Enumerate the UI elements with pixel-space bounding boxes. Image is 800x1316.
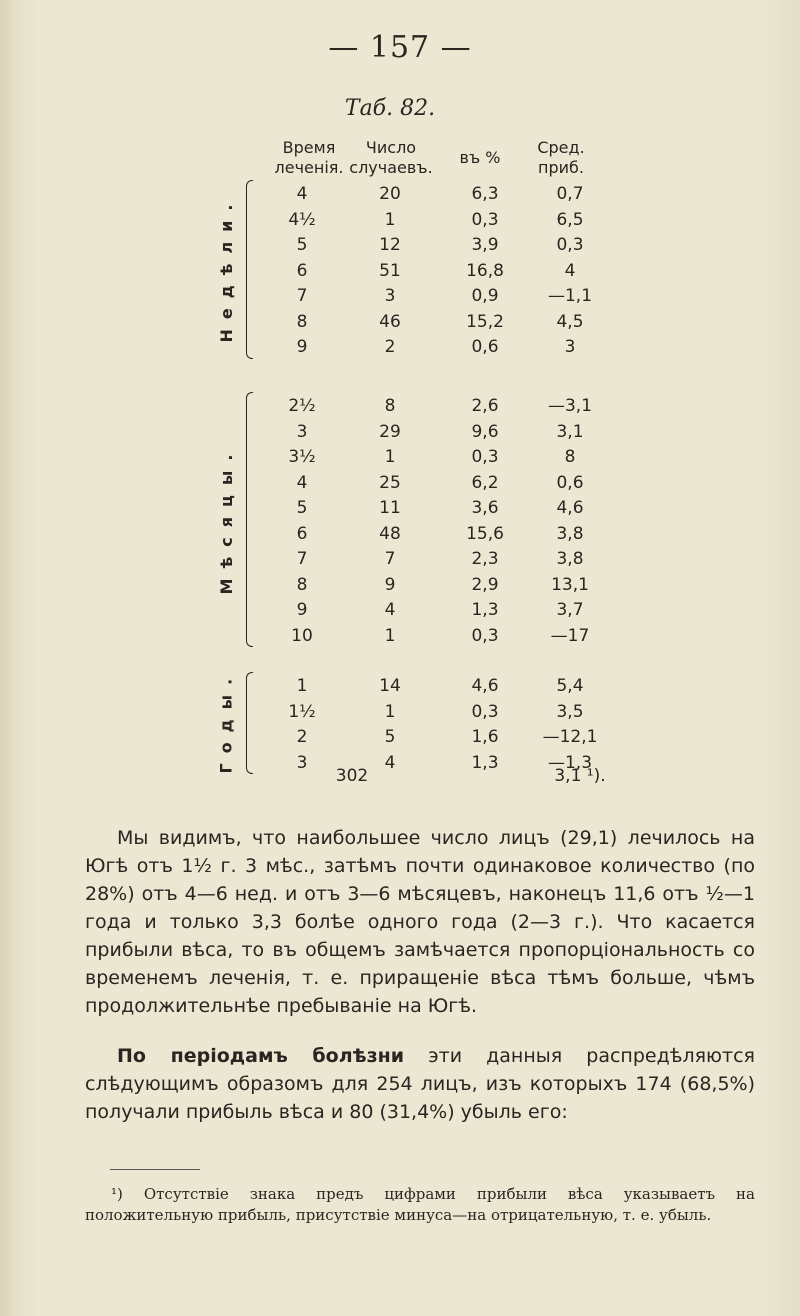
table-cell-avg: 3,8 [556,549,584,569]
table-cell-pct: 15,6 [466,523,504,544]
table-cell-time: 5 [296,235,308,255]
header-count-line-1: Число [365,138,417,157]
table-cell-time: 1 [296,676,308,696]
table-cell-time: 9 [296,600,308,620]
footnote-divider [110,1169,200,1170]
table-cell-time: 2½ [288,396,316,416]
header-average-gain [516,138,606,178]
table-cell-time: 7 [296,286,308,306]
table-cell-avg: 4,6 [556,498,584,518]
table-cell-count: 8 [384,396,396,416]
header-count-line-2: случаевъ. [349,158,433,177]
header-time-line-1: Время [282,138,336,157]
table-cell-count: 1 [384,209,396,230]
paragraph-2-text: эти данныя распредѣляются слѣдующимъ образомъ для 254 лицъ, изъ которыхъ 174 (68,5%) получали прибыль вѣса и 80 (31,4%) убыль его: [85,1045,755,1123]
table-cell-pct: 3,9 [471,235,499,255]
header-percent: въ % [459,148,501,167]
group-label: Недѣли. [216,194,236,343]
table-cell-time: 6 [296,523,308,544]
table-cell-pct: 2,6 [471,396,499,416]
table-cell-pct: 0,6 [471,337,499,357]
table-cell-time: 6 [296,260,308,281]
group-label: Годы. [216,668,236,774]
table-cell-pct: 1,3 [471,600,499,620]
table-cell-time: 9 [296,337,308,357]
table-cell-count: 4 [384,600,396,620]
table-cell-pct: 9,6 [471,421,499,442]
table-cell-count: 48 [379,523,401,544]
table-cell-avg: 4,5 [556,311,584,332]
table-cell-time: 8 [296,574,308,595]
table-cell-avg: 0,6 [556,472,584,493]
table-cell-pct: 2,3 [471,549,499,569]
table-cell-count: 2 [384,337,396,357]
total-average-gain: 3,1 ¹). [554,766,606,786]
table-cell-count: 9 [384,574,396,595]
table-cell-count: 5 [384,727,396,747]
table-cell-avg: 5,4 [556,676,584,696]
table-cell-pct: 0,3 [471,209,499,230]
header-avg-line-2: приб. [538,158,584,177]
page-number: — 157 — [328,30,472,65]
table-cell-count: 12 [379,235,401,255]
table-cell-pct: 0,3 [471,701,499,722]
table-cell-count: 46 [379,311,401,332]
table-cell-pct: 4,6 [471,676,499,696]
table-cell-time: 4 [296,472,308,493]
table-cell-time: 3 [296,752,308,773]
table-cell-pct: 6,2 [471,472,499,493]
table-cell-pct: 0,3 [471,447,499,467]
table-cell-avg: 3,5 [556,701,584,722]
group-brace [246,392,253,647]
table-cell-time: 8 [296,311,308,332]
table-cell-time: 7 [296,549,308,569]
table-cell-count: 20 [379,184,401,204]
table-cell-avg: 3,7 [556,600,584,620]
paragraph-2-heading: По періодамъ болѣзни [117,1045,405,1067]
table-cell-count: 7 [384,549,396,569]
table-cell-count: 14 [379,676,401,696]
table-cell-count: 29 [379,421,401,442]
table-cell-avg: 3,8 [556,523,584,544]
table-cell-pct: 1,3 [471,752,499,773]
table-cell-pct: 16,8 [466,260,504,281]
table-cell-time: 10 [291,625,313,646]
table-cell-count: 1 [384,447,396,467]
group-brace [246,672,253,774]
table-cell-avg: —1,3 [547,752,593,773]
table-cell-count: 1 [384,625,396,646]
table-cell-avg: —17 [550,625,590,646]
table-cell-time: 4½ [288,209,316,230]
table-cell-count: 3 [384,286,396,306]
table-caption: Таб. 82. [344,96,436,121]
table-cell-time: 5 [296,498,308,518]
footnote: ¹) Отсутствіе знака предъ цифрами прибыли вѣса указываетъ на положительную прибыль, присутствіе минуса—на отрицательную, т. е. убыль. [85,1185,755,1224]
table-cell-time: 3½ [288,447,316,467]
table-cell-avg: 3,1 [556,421,584,442]
group-brace [246,180,253,359]
table-cell-pct: 6,3 [471,184,499,204]
table-cell-avg: —12,1 [542,727,598,747]
group-label: Мѣсяцы. [216,444,236,594]
table-cell-count: 11 [379,498,401,518]
paragraph-2 [85,1042,755,1126]
table-cell-avg: 13,1 [551,574,589,595]
table-cell-time: 4 [296,184,308,204]
table-cell-count: 1 [384,701,396,722]
table-cell-avg: 0,3 [556,235,584,255]
table-cell-avg: —3,1 [547,396,593,416]
table-cell-pct: 15,2 [466,311,504,332]
table-cell-avg: 4 [564,260,576,281]
total-count: 302 [335,766,369,786]
header-count [336,138,446,178]
table-cell-pct: 2,9 [471,574,499,595]
header-avg-line-1: Сред. [537,138,585,157]
table-cell-avg: 8 [564,447,576,467]
table-cell-pct: 0,9 [471,286,499,306]
header-time-line-2: леченія. [274,158,344,177]
paragraph-1: Мы видимъ, что наибольшее число лицъ (29,1) лечилось на Югѣ отъ 1½ г. 3 мѣс., затѣмъ почти одинаковое количество (по 28%) отъ 4—6 нед. и отъ 3—6 мѣсяцевъ, наконецъ 11,6 отъ ½—1 года и только 3,3 болѣе одного года (2—3 г.). Что касается прибыли вѣса, то въ общемъ замѣчается пропорціональность со временемъ леченія, т. е. приращеніе вѣса тѣмъ больше, чѣмъ продолжительнѣе пребываніе на Югѣ. [85,827,755,1017]
table-cell-avg: 6,5 [556,209,584,230]
table-cell-count: 25 [379,472,401,493]
table-cell-avg: 3 [564,337,576,357]
table-cell-pct: 0,3 [471,625,499,646]
table-cell-count: 4 [384,752,396,773]
table-cell-count: 51 [379,260,401,281]
table-cell-avg: —1,1 [547,286,593,306]
table-cell-time: 1½ [288,701,316,722]
table-cell-time: 3 [296,421,308,442]
table-cell-pct: 1,6 [471,727,499,747]
table-cell-time: 2 [296,727,308,747]
table-cell-pct: 3,6 [471,498,499,518]
table-cell-avg: 0,7 [556,184,584,204]
